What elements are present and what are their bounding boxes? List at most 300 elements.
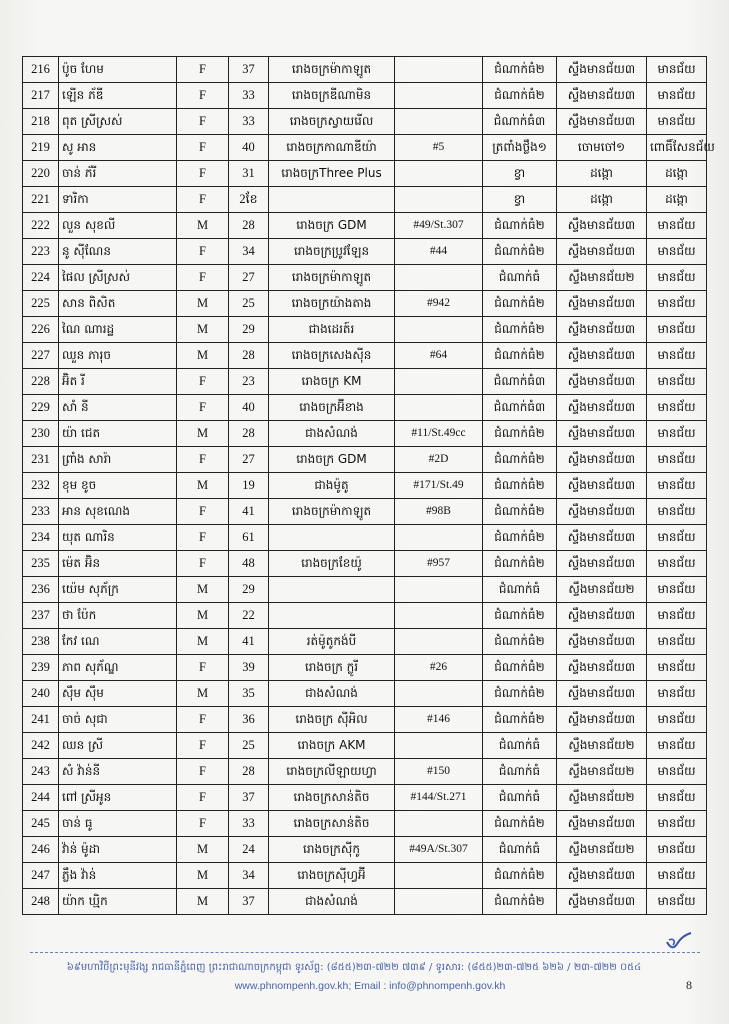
district-cell: មានជ័យ <box>647 811 707 837</box>
sex-cell: F <box>177 733 229 759</box>
name-cell: យ៉ាក ឃ្មិក <box>59 889 177 915</box>
district-cell: មានជ័យ <box>647 655 707 681</box>
district-cell: មានជ័យ <box>647 499 707 525</box>
row-number-cell: 230 <box>23 421 59 447</box>
row-number-cell: 216 <box>23 57 59 83</box>
name-cell: ភាព សុភ័ណ្ឌ <box>59 655 177 681</box>
row-number-cell: 239 <box>23 655 59 681</box>
row-number-cell: 224 <box>23 265 59 291</box>
workplace-cell: រោងចក្រThree Plus <box>269 161 395 187</box>
name-cell: ចាន់ ភ័រី <box>59 161 177 187</box>
row-number-cell: 218 <box>23 109 59 135</box>
village-cell: ជំណាក់ធំ២ <box>483 603 557 629</box>
commune-cell: ស្ទឹងមានជ័យ៣ <box>557 551 647 577</box>
village-cell: ជំណាក់ធំ២ <box>483 83 557 109</box>
workplace-cell: រោងចក្រអ៊ីខាង <box>269 395 395 421</box>
age-cell: 40 <box>229 135 269 161</box>
name-cell: នូ ស៊ីណែន <box>59 239 177 265</box>
commune-cell: ស្ទឹងមានជ័យ៣ <box>557 447 647 473</box>
house-address-cell <box>395 161 483 187</box>
name-cell: យុត ណារិន <box>59 525 177 551</box>
workplace-cell: រោងចក្រខែយ៉ូ <box>269 551 395 577</box>
name-cell: ឡើន ភ័ឌី <box>59 83 177 109</box>
name-cell: ប៉ូច ហែម <box>59 57 177 83</box>
row-number-cell: 245 <box>23 811 59 837</box>
row-number-cell: 247 <box>23 863 59 889</box>
house-address-cell: #144/St.271 <box>395 785 483 811</box>
workplace-cell: រោងចក្រ KM <box>269 369 395 395</box>
district-cell: មានជ័យ <box>647 681 707 707</box>
table-row <box>23 291 707 317</box>
commune-cell: ស្ទឹងមានជ័យ២ <box>557 837 647 863</box>
name-cell: ថា ប៉ែក <box>59 603 177 629</box>
commune-cell: ស្ទឹងមានជ័យ៣ <box>557 239 647 265</box>
row-number-cell: 226 <box>23 317 59 343</box>
workplace-cell: ជាងសំណង់ <box>269 889 395 915</box>
district-cell: មានជ័យ <box>647 57 707 83</box>
name-cell: សាន ពិសិត <box>59 291 177 317</box>
sex-cell: M <box>177 889 229 915</box>
village-cell: ជំណាក់ធំ <box>483 837 557 863</box>
row-number-cell: 242 <box>23 733 59 759</box>
age-cell: 34 <box>229 863 269 889</box>
age-cell: 27 <box>229 265 269 291</box>
table-row <box>23 837 707 863</box>
table-row <box>23 395 707 421</box>
table-row <box>23 109 707 135</box>
sex-cell: F <box>177 57 229 83</box>
name-cell: ម៉េត អ៊ិន <box>59 551 177 577</box>
house-address-cell: #942 <box>395 291 483 317</box>
row-number-cell: 223 <box>23 239 59 265</box>
age-cell: 41 <box>229 629 269 655</box>
village-cell: ជំណាក់ធំ <box>483 785 557 811</box>
commune-cell: ស្ទឹងមានជ័យ៣ <box>557 655 647 681</box>
row-number-cell: 232 <box>23 473 59 499</box>
name-cell: ចាច់ សុជា <box>59 707 177 733</box>
commune-cell: ស្ទឹងមានជ័យ២ <box>557 785 647 811</box>
age-cell: 37 <box>229 785 269 811</box>
sex-cell: F <box>177 811 229 837</box>
sex-cell: M <box>177 291 229 317</box>
workplace-cell: រោងចក្រម៉ាកាឡូត <box>269 57 395 83</box>
age-cell: 28 <box>229 759 269 785</box>
district-cell: មានជ័យ <box>647 213 707 239</box>
table-row <box>23 889 707 915</box>
village-cell: ខ្វា <box>483 187 557 213</box>
sex-cell: F <box>177 369 229 395</box>
village-cell: ជំណាក់ធំ២ <box>483 811 557 837</box>
workplace-cell: រត់ម៉ូតូកង់បី <box>269 629 395 655</box>
row-number-cell: 238 <box>23 629 59 655</box>
sex-cell: M <box>177 629 229 655</box>
commune-cell: ស្ទឹងមានជ័យ៣ <box>557 291 647 317</box>
district-cell: មានជ័យ <box>647 889 707 915</box>
name-cell: ឈួន ភារុច <box>59 343 177 369</box>
house-address-cell <box>395 889 483 915</box>
house-address-cell <box>395 83 483 109</box>
age-cell: 35 <box>229 681 269 707</box>
village-cell: ជំណាក់ធំ <box>483 577 557 603</box>
name-cell: លួន សុខលី <box>59 213 177 239</box>
workplace-cell <box>269 525 395 551</box>
age-cell: 27 <box>229 447 269 473</box>
district-cell: មានជ័យ <box>647 863 707 889</box>
district-cell: មានជ័យ <box>647 525 707 551</box>
house-address-cell: #49/St.307 <box>395 213 483 239</box>
commune-cell: ស្ទឹងមានជ័យ២ <box>557 733 647 759</box>
commune-cell: ស្ទឹងមានជ័យ៣ <box>557 499 647 525</box>
workplace-cell: រោងចក្រយ៉ាងតាង <box>269 291 395 317</box>
table-row <box>23 239 707 265</box>
district-cell: មានជ័យ <box>647 343 707 369</box>
house-address-cell: #2D <box>395 447 483 473</box>
age-cell: 28 <box>229 343 269 369</box>
house-address-cell: #957 <box>395 551 483 577</box>
district-cell: មានជ័យ <box>647 785 707 811</box>
row-number-cell: 228 <box>23 369 59 395</box>
village-cell: ជំណាក់ធំ២ <box>483 57 557 83</box>
district-cell: មានជ័យ <box>647 837 707 863</box>
footer-divider <box>30 952 700 953</box>
house-address-cell <box>395 603 483 629</box>
workplace-cell: រោងចក្រស៊ីកូ <box>269 837 395 863</box>
age-cell: 36 <box>229 707 269 733</box>
sex-cell: F <box>177 109 229 135</box>
village-cell: ជំណាក់ធំ២ <box>483 239 557 265</box>
district-cell: មានជ័យ <box>647 447 707 473</box>
district-cell: មានជ័យ <box>647 603 707 629</box>
age-cell: 29 <box>229 577 269 603</box>
village-cell: ជំណាក់ធំ <box>483 759 557 785</box>
district-cell: ដង្កោ <box>647 161 707 187</box>
name-cell: ណៃ ណារដ្ឋ <box>59 317 177 343</box>
sex-cell: F <box>177 395 229 421</box>
age-cell: 31 <box>229 161 269 187</box>
district-cell: មានជ័យ <box>647 239 707 265</box>
district-cell: មានជ័យ <box>647 759 707 785</box>
village-cell: ជំណាក់ធំ២ <box>483 629 557 655</box>
district-cell: មានជ័យ <box>647 707 707 733</box>
row-number-cell: 227 <box>23 343 59 369</box>
table-row <box>23 343 707 369</box>
footer-website: www.phnompenh.gov.kh; Email : info@phnompenh.gov.kh <box>234 980 506 992</box>
page-number: 8 <box>686 978 692 992</box>
district-cell: មានជ័យ <box>647 83 707 109</box>
workplace-cell: ជាងសំណង់ <box>269 681 395 707</box>
commune-cell: ស្ទឹងមានជ័យ៣ <box>557 603 647 629</box>
age-cell: 25 <box>229 733 269 759</box>
sex-cell: F <box>177 135 229 161</box>
age-cell: 39 <box>229 655 269 681</box>
table-row <box>23 499 707 525</box>
workplace-cell: រោងចក្រស៊ីហ្វអ៊ី <box>269 863 395 889</box>
district-cell: មានជ័យ <box>647 317 707 343</box>
commune-cell: ស្ទឹងមានជ័យ៣ <box>557 421 647 447</box>
name-cell: ផៃល ស្រីស្រស់ <box>59 265 177 291</box>
house-address-cell <box>395 57 483 83</box>
row-number-cell: 234 <box>23 525 59 551</box>
workplace-cell: រោងចក្រឌីណាមិន <box>269 83 395 109</box>
age-cell: 37 <box>229 889 269 915</box>
sex-cell: F <box>177 161 229 187</box>
house-address-cell <box>395 629 483 655</box>
name-cell: វ៉ាន់ ម៉ូដា <box>59 837 177 863</box>
row-number-cell: 220 <box>23 161 59 187</box>
district-cell: មានជ័យ <box>647 265 707 291</box>
table-row <box>23 603 707 629</box>
table-row <box>23 863 707 889</box>
age-cell: 33 <box>229 83 269 109</box>
district-cell: មានជ័យ <box>647 395 707 421</box>
commune-cell: ស្ទឹងមានជ័យ៣ <box>557 629 647 655</box>
village-cell: ជំណាក់ធំ២ <box>483 317 557 343</box>
row-number-cell: 231 <box>23 447 59 473</box>
signature-mark <box>664 930 694 952</box>
commune-cell: ស្ទឹងមានជ័យ៣ <box>557 707 647 733</box>
district-cell: មានជ័យ <box>647 421 707 447</box>
name-cell: កែវ ណេ <box>59 629 177 655</box>
table-row <box>23 265 707 291</box>
district-cell: មានជ័យ <box>647 733 707 759</box>
sex-cell: F <box>177 447 229 473</box>
village-cell: ជំណាក់ធំ២ <box>483 655 557 681</box>
house-address-cell: #49A/St.307 <box>395 837 483 863</box>
table-row <box>23 811 707 837</box>
sex-cell: M <box>177 473 229 499</box>
age-cell: 48 <box>229 551 269 577</box>
commune-cell: ស្ទឹងមានជ័យ៣ <box>557 681 647 707</box>
age-cell: 40 <box>229 395 269 421</box>
house-address-cell <box>395 577 483 603</box>
district-cell: មានជ័យ <box>647 577 707 603</box>
name-cell: ពៅ ស្រីអូន <box>59 785 177 811</box>
sex-cell: F <box>177 239 229 265</box>
house-address-cell: #171/St.49 <box>395 473 483 499</box>
sex-cell: F <box>177 785 229 811</box>
house-address-cell: #146 <box>395 707 483 733</box>
village-cell: ខ្វា <box>483 161 557 187</box>
house-address-cell: #150 <box>395 759 483 785</box>
commune-cell: ដង្កោ <box>557 187 647 213</box>
village-cell: ជំណាក់ធំ២ <box>483 681 557 707</box>
name-cell: យ៉ា ជេត <box>59 421 177 447</box>
village-cell: ជំណាក់ធំ២ <box>483 343 557 369</box>
village-cell: ជំណាក់ធំ២ <box>483 551 557 577</box>
name-cell: សាំ នី <box>59 395 177 421</box>
commune-cell: ស្ទឹងមានជ័យ២ <box>557 577 647 603</box>
village-cell: ជំណាក់ធំ២ <box>483 499 557 525</box>
commune-cell: ស្ទឹងមានជ័យ៣ <box>557 395 647 421</box>
commune-cell: ស្ទឹងមានជ័យ៣ <box>557 369 647 395</box>
sex-cell: M <box>177 343 229 369</box>
age-cell: 61 <box>229 525 269 551</box>
workplace-cell: រោងចក្រម៉ាកាឡូត <box>269 499 395 525</box>
row-number-cell: 235 <box>23 551 59 577</box>
house-address-cell <box>395 525 483 551</box>
name-cell: ចាន់ ធូ <box>59 811 177 837</box>
age-cell: 24 <box>229 837 269 863</box>
commune-cell: ស្ទឹងមានជ័យ៣ <box>557 213 647 239</box>
commune-cell: ស្ទឹងមានជ័យ៣ <box>557 473 647 499</box>
row-number-cell: 221 <box>23 187 59 213</box>
patient-list-table <box>22 56 715 915</box>
name-cell: ឈន ស្រី <box>59 733 177 759</box>
workplace-cell: រោងចក្រកាណាឌីយ៉ា <box>269 135 395 161</box>
workplace-cell: រោងចក្រប្រូវឡែន <box>269 239 395 265</box>
house-address-cell <box>395 811 483 837</box>
house-address-cell <box>395 395 483 421</box>
sex-cell: M <box>177 837 229 863</box>
footer-address: ៦៩មហាវិថីព្រះមុនីវង្ស រាជធានីភ្នំពេញ ព្រះរាជាណាចក្រកម្ពុជា ទូរស័ព្ទ: (៨៥៥)២៣-៧២២ ៧៣៩ / ទូរសារ: (៨៥៥)២៣-៧២៥ ៦២៦ / ២៣-៧២២ ០៥៤ <box>66 962 642 973</box>
commune-cell: ស្ទឹងមានជ័យ៣ <box>557 57 647 83</box>
row-number-cell: 246 <box>23 837 59 863</box>
sex-cell: M <box>177 577 229 603</box>
row-number-cell: 244 <box>23 785 59 811</box>
sex-cell: M <box>177 213 229 239</box>
workplace-cell: រោងចក្រសេងស៊ីន <box>269 343 395 369</box>
sex-cell: F <box>177 551 229 577</box>
house-address-cell <box>395 109 483 135</box>
house-address-cell: #44 <box>395 239 483 265</box>
commune-cell: ចោមចៅ១ <box>557 135 647 161</box>
sex-cell: F <box>177 759 229 785</box>
table-row <box>23 135 707 161</box>
table-row <box>23 421 707 447</box>
sex-cell: F <box>177 83 229 109</box>
workplace-cell <box>269 603 395 629</box>
age-cell: 41 <box>229 499 269 525</box>
age-cell: 33 <box>229 811 269 837</box>
sex-cell: F <box>177 707 229 733</box>
house-address-cell <box>395 317 483 343</box>
age-cell: 33 <box>229 109 269 135</box>
workplace-cell: រោងចក្រ ស៊ីអិល <box>269 707 395 733</box>
table-row <box>23 369 707 395</box>
workplace-cell <box>269 577 395 603</box>
table-row <box>23 655 707 681</box>
age-cell: 34 <box>229 239 269 265</box>
row-number-cell: 222 <box>23 213 59 239</box>
table-row <box>23 551 707 577</box>
commune-cell: ស្ទឹងមានជ័យ៣ <box>557 525 647 551</box>
table-row <box>23 57 707 83</box>
sex-cell: M <box>177 421 229 447</box>
workplace-cell: រោងចក្រ AKM <box>269 733 395 759</box>
sex-cell: M <box>177 317 229 343</box>
village-cell: ជំណាក់ធំ២ <box>483 473 557 499</box>
village-cell: ជំណាក់ធំ <box>483 733 557 759</box>
sex-cell: M <box>177 863 229 889</box>
village-cell: ជំណាក់ធំ២ <box>483 525 557 551</box>
village-cell: ជំណាក់ធំ៣ <box>483 369 557 395</box>
workplace-cell: រោងចក្រសាន់តិច <box>269 785 395 811</box>
table-row <box>23 447 707 473</box>
workplace-cell: ជាងសំណង់ <box>269 421 395 447</box>
name-cell: ស៊ឹម ស៊ឹម <box>59 681 177 707</box>
workplace-cell: រោងចក្រម៉ាកាឡូត <box>269 265 395 291</box>
row-number-cell: 236 <box>23 577 59 603</box>
house-address-cell: #26 <box>395 655 483 681</box>
table-body <box>23 57 715 915</box>
house-address-cell: #98B <box>395 499 483 525</box>
workplace-cell: ជាងដេរត៍រ <box>269 317 395 343</box>
table-row <box>23 473 707 499</box>
workplace-cell: រោងចក្រស្វាយរើល <box>269 109 395 135</box>
commune-cell: ស្ទឹងមានជ័យ២ <box>557 265 647 291</box>
commune-cell: ស្ទឹងមានជ័យ៣ <box>557 83 647 109</box>
house-address-cell <box>395 369 483 395</box>
row-number-cell: 243 <box>23 759 59 785</box>
village-cell: ជំណាក់ធំ២ <box>483 889 557 915</box>
village-cell: ជំណាក់ធំ២ <box>483 421 557 447</box>
village-cell: ជំណាក់ធំ២ <box>483 447 557 473</box>
village-cell: ជំណាក់ធំ២ <box>483 707 557 733</box>
row-number-cell: 229 <box>23 395 59 421</box>
name-cell: ទារិកា <box>59 187 177 213</box>
commune-cell: ស្ទឹងមានជ័យ៣ <box>557 317 647 343</box>
name-cell: យ៉េម សុភ័ក្រ <box>59 577 177 603</box>
age-cell: 22 <box>229 603 269 629</box>
age-cell: 29 <box>229 317 269 343</box>
table-row <box>23 317 707 343</box>
workplace-cell: រោងចក្រ GDM <box>269 447 395 473</box>
workplace-cell: រោងចក្រ ក្លូរី <box>269 655 395 681</box>
row-number-cell: 237 <box>23 603 59 629</box>
district-cell: មានជ័យ <box>647 473 707 499</box>
commune-cell: ស្ទឹងមានជ័យ៣ <box>557 109 647 135</box>
sex-cell: F <box>177 525 229 551</box>
commune-cell: ស្ទឹងមានជ័យ២ <box>557 759 647 785</box>
house-address-cell <box>395 733 483 759</box>
commune-cell: ស្ទឹងមានជ័យ៣ <box>557 889 647 915</box>
table-row <box>23 681 707 707</box>
house-address-cell <box>395 681 483 707</box>
sex-cell: F <box>177 265 229 291</box>
table-row <box>23 759 707 785</box>
commune-cell: ដង្កោ <box>557 161 647 187</box>
row-number-cell: 241 <box>23 707 59 733</box>
age-cell: 28 <box>229 421 269 447</box>
table-row <box>23 525 707 551</box>
district-cell: មានជ័យ <box>647 369 707 395</box>
commune-cell: ស្ទឹងមានជ័យ៣ <box>557 863 647 889</box>
name-cell: ខុម ខូច <box>59 473 177 499</box>
name-cell: ភ្លឹង វ៉ាន់ <box>59 863 177 889</box>
workplace-cell <box>269 187 395 213</box>
table-row <box>23 83 707 109</box>
table-row <box>23 187 707 213</box>
name-cell: ពុត ស្រីស្រស់ <box>59 109 177 135</box>
village-cell: ជំណាក់ធំ <box>483 265 557 291</box>
village-cell: ជំណាក់ធំ៣ <box>483 395 557 421</box>
name-cell: អាន សុខណេង <box>59 499 177 525</box>
table-row <box>23 161 707 187</box>
house-address-cell <box>395 187 483 213</box>
village-cell: ជំណាក់ធំ២ <box>483 213 557 239</box>
village-cell: ជំណាក់ធំ២ <box>483 291 557 317</box>
age-cell: 37 <box>229 57 269 83</box>
commune-cell: ស្ទឹងមានជ័យ៣ <box>557 811 647 837</box>
table-row <box>23 577 707 603</box>
sex-cell: M <box>177 603 229 629</box>
district-cell: មានជ័យ <box>647 551 707 577</box>
row-number-cell: 248 <box>23 889 59 915</box>
sex-cell: M <box>177 681 229 707</box>
table-row <box>23 707 707 733</box>
age-cell: 23 <box>229 369 269 395</box>
district-cell: មានជ័យ <box>647 291 707 317</box>
